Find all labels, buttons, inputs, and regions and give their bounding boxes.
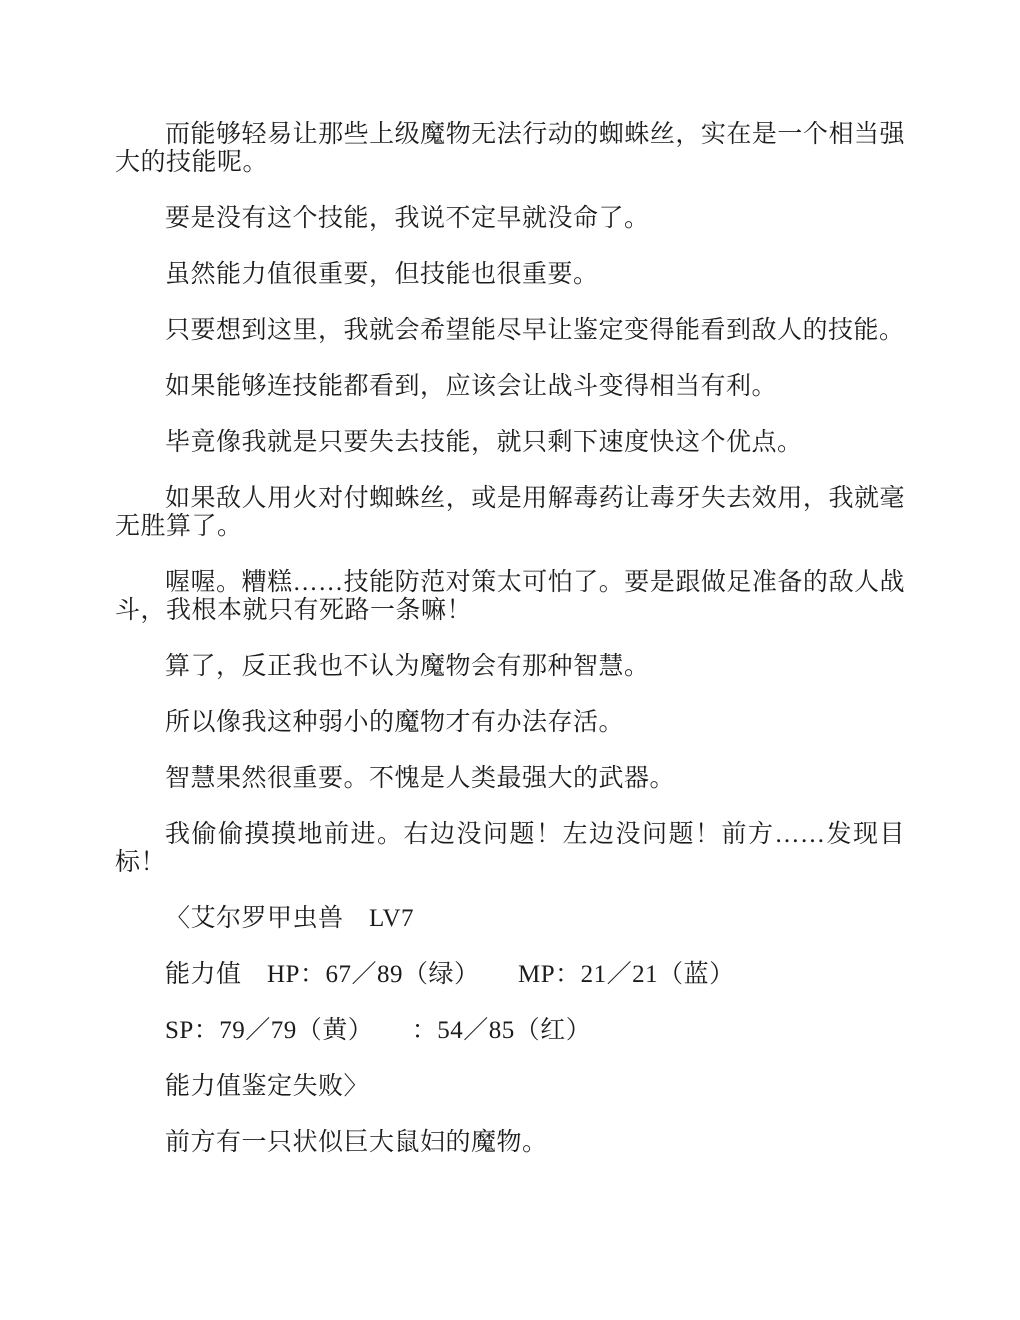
- paragraph: 只要想到这里，我就会希望能尽早让鉴定变得能看到敌人的技能。: [165, 317, 905, 344]
- paragraph: 前方有一只状似巨大鼠妇的魔物。: [165, 1129, 548, 1156]
- paragraph: 我偷偷摸摸地前进。右边没问题！左边没问题！前方……发现目标！: [115, 821, 905, 876]
- paragraph: 毕竟像我就是只要失去技能，就只剩下速度快这个优点。: [165, 429, 803, 456]
- paragraph: 虽然能力值很重要，但技能也很重要。: [165, 261, 599, 288]
- paragraph: 算了，反正我也不认为魔物会有那种智慧。: [165, 653, 650, 680]
- paragraph: 所以像我这种弱小的魔物才有办法存活。: [165, 709, 625, 736]
- appraisal-failure-line: 能力值鉴定失败〉: [165, 1073, 370, 1100]
- paragraph: 而能够轻易让那些上级魔物无法行动的蜘蛛丝，实在是一个相当强大的技能呢。: [115, 121, 905, 176]
- paragraph: 智慧果然很重要。不愧是人类最强大的武器。: [165, 765, 676, 792]
- paragraph: 喔喔。糟糕……技能防范对策太可怕了。要是跟做足准备的敌人战斗，我根本就只有死路一条嘛！: [115, 569, 905, 624]
- appraisal-stats-line-hp-mp: 能力值 HP：67／89（绿） MP：21／21（蓝）: [165, 961, 735, 988]
- paragraph: 要是没有这个技能，我说不定早就没命了。: [165, 205, 650, 232]
- appraisal-monster-name-line: 〈艾尔罗甲虫兽 LV7: [165, 905, 415, 932]
- paragraph: 如果敌人用火对付蜘蛛丝，或是用解毒药让毒牙失去效用，我就毫无胜算了。: [115, 485, 905, 540]
- paragraph: 如果能够连技能都看到，应该会让战斗变得相当有利。: [165, 373, 778, 400]
- appraisal-stats-line-sp: SP：79／79（黄） ：54／85（红）: [165, 1017, 592, 1044]
